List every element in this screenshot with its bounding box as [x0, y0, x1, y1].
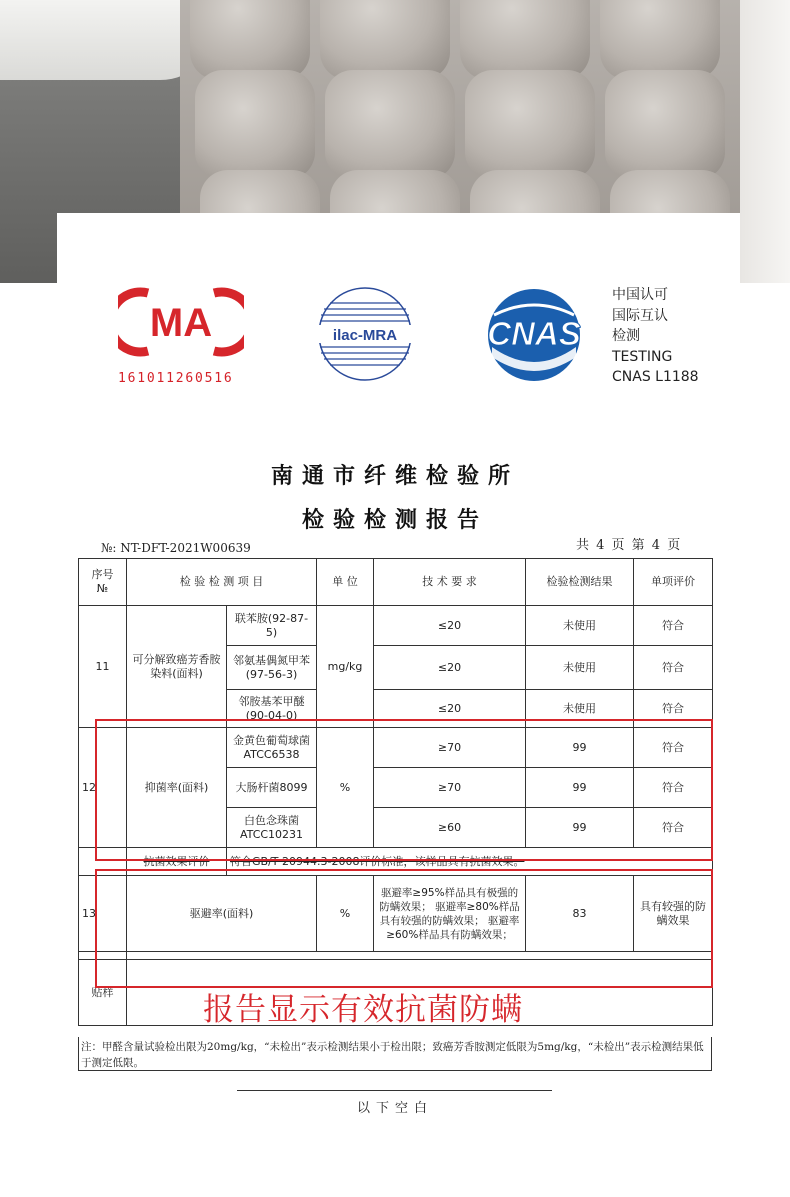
- row-unit: %: [317, 876, 374, 952]
- result: 未使用: [526, 606, 634, 646]
- eval: 符合: [634, 728, 713, 768]
- row-item: 驱避率(面料): [127, 876, 317, 952]
- result: 83: [526, 876, 634, 952]
- sub-item: 白色念珠菌ATCC10231: [227, 808, 317, 848]
- req: ≥60: [374, 808, 526, 848]
- req: ≤20: [374, 606, 526, 646]
- eval: 符合: [634, 606, 713, 646]
- eval-text: 符合GB/T 20944.3-2008评价标准，该样品具有抗菌效果。: [227, 848, 713, 876]
- header-item: 检 验 检 测 项 目: [127, 559, 317, 606]
- result: 99: [526, 728, 634, 768]
- sub-item: 邻氨基偶氮甲苯(97-56-3): [227, 646, 317, 690]
- row-item: 抑菌率(面料): [127, 728, 227, 848]
- header-unit: 单 位: [317, 559, 374, 606]
- header-no: 序号 №: [79, 559, 127, 606]
- ilac-mra-logo: [316, 285, 414, 383]
- cma-text: MA: [149, 301, 213, 345]
- sample-label: 贴样: [79, 960, 127, 1026]
- req: ≥70: [374, 768, 526, 808]
- req: ≤20: [374, 646, 526, 690]
- req: ≤20: [374, 690, 526, 728]
- footnote: 注：甲醛含量试验检出限为20mg/kg，“未检出”表示检测结果小于检出限；致癌芳香胺测定低限为5mg/kg，“未检出”表示检测结果低于测定低限。: [78, 1037, 712, 1071]
- cnas-caption: 中国认可 国际互认 检测 TESTING CNAS L1188: [612, 287, 699, 385]
- page-number: 共 4 页 第 4 页: [576, 538, 682, 553]
- antibacterial-highlight-box: [95, 719, 713, 861]
- white-card: [57, 213, 740, 293]
- header-result: 检验检测结果: [526, 559, 634, 606]
- cnas-logo: [472, 285, 596, 385]
- eval: 符合: [634, 768, 713, 808]
- header-req: 技 术 要 求: [374, 559, 526, 606]
- row-no: 11: [79, 606, 127, 728]
- result: 未使用: [526, 690, 634, 728]
- mite-highlight-box: [95, 869, 713, 988]
- bed-edge: [740, 0, 790, 283]
- row-item: 可分解致癌芳香胺染料(面料): [127, 606, 227, 728]
- row-unit: mg/kg: [317, 606, 374, 728]
- cma-number: 161011260516: [118, 371, 234, 386]
- result: 未使用: [526, 646, 634, 690]
- report-number: №: NT-DFT-2021W00639: [101, 541, 251, 555]
- report-title: 检验检测报告: [301, 508, 488, 533]
- eval: 符合: [634, 690, 713, 728]
- sub-item: 邻胺基苯甲醚(90-04-0): [227, 690, 317, 728]
- table-row: [79, 606, 713, 646]
- cnas-text: CNAS: [487, 315, 581, 352]
- header-eval: 单项评价: [634, 559, 713, 606]
- red-annotation: 报告显示有效抗菌防螨: [203, 992, 523, 1028]
- cma-logo: [118, 287, 244, 357]
- row-no: 13: [79, 876, 127, 952]
- sub-item: 大肠杆菌8099: [227, 768, 317, 808]
- end-text: 以下空白: [356, 1101, 433, 1116]
- ilac-text: ilac-MRA: [332, 327, 398, 344]
- req: 驱避率≥95%样品具有极强的防螨效果； 驱避率≥80%样品具有较强的防螨效果； 驱避率≥60%样品具有防螨效果；: [374, 876, 526, 952]
- end-line: [237, 1090, 552, 1091]
- eval: 符合: [634, 646, 713, 690]
- table-header: [79, 559, 713, 606]
- eval-label: 抗菌效果评价: [127, 848, 227, 876]
- eval: 符合: [634, 808, 713, 848]
- row-no: 12: [79, 728, 127, 848]
- sub-item: 联苯胺(92-87-5): [227, 606, 317, 646]
- institute-name: 南通市纤维检验所: [270, 464, 519, 489]
- row-unit: %: [317, 728, 374, 848]
- result: 99: [526, 768, 634, 808]
- sub-item: 金黄色葡萄球菌ATCC6538: [227, 728, 317, 768]
- result: 99: [526, 808, 634, 848]
- req: ≥70: [374, 728, 526, 768]
- eval: 具有较强的防螨效果: [634, 876, 713, 952]
